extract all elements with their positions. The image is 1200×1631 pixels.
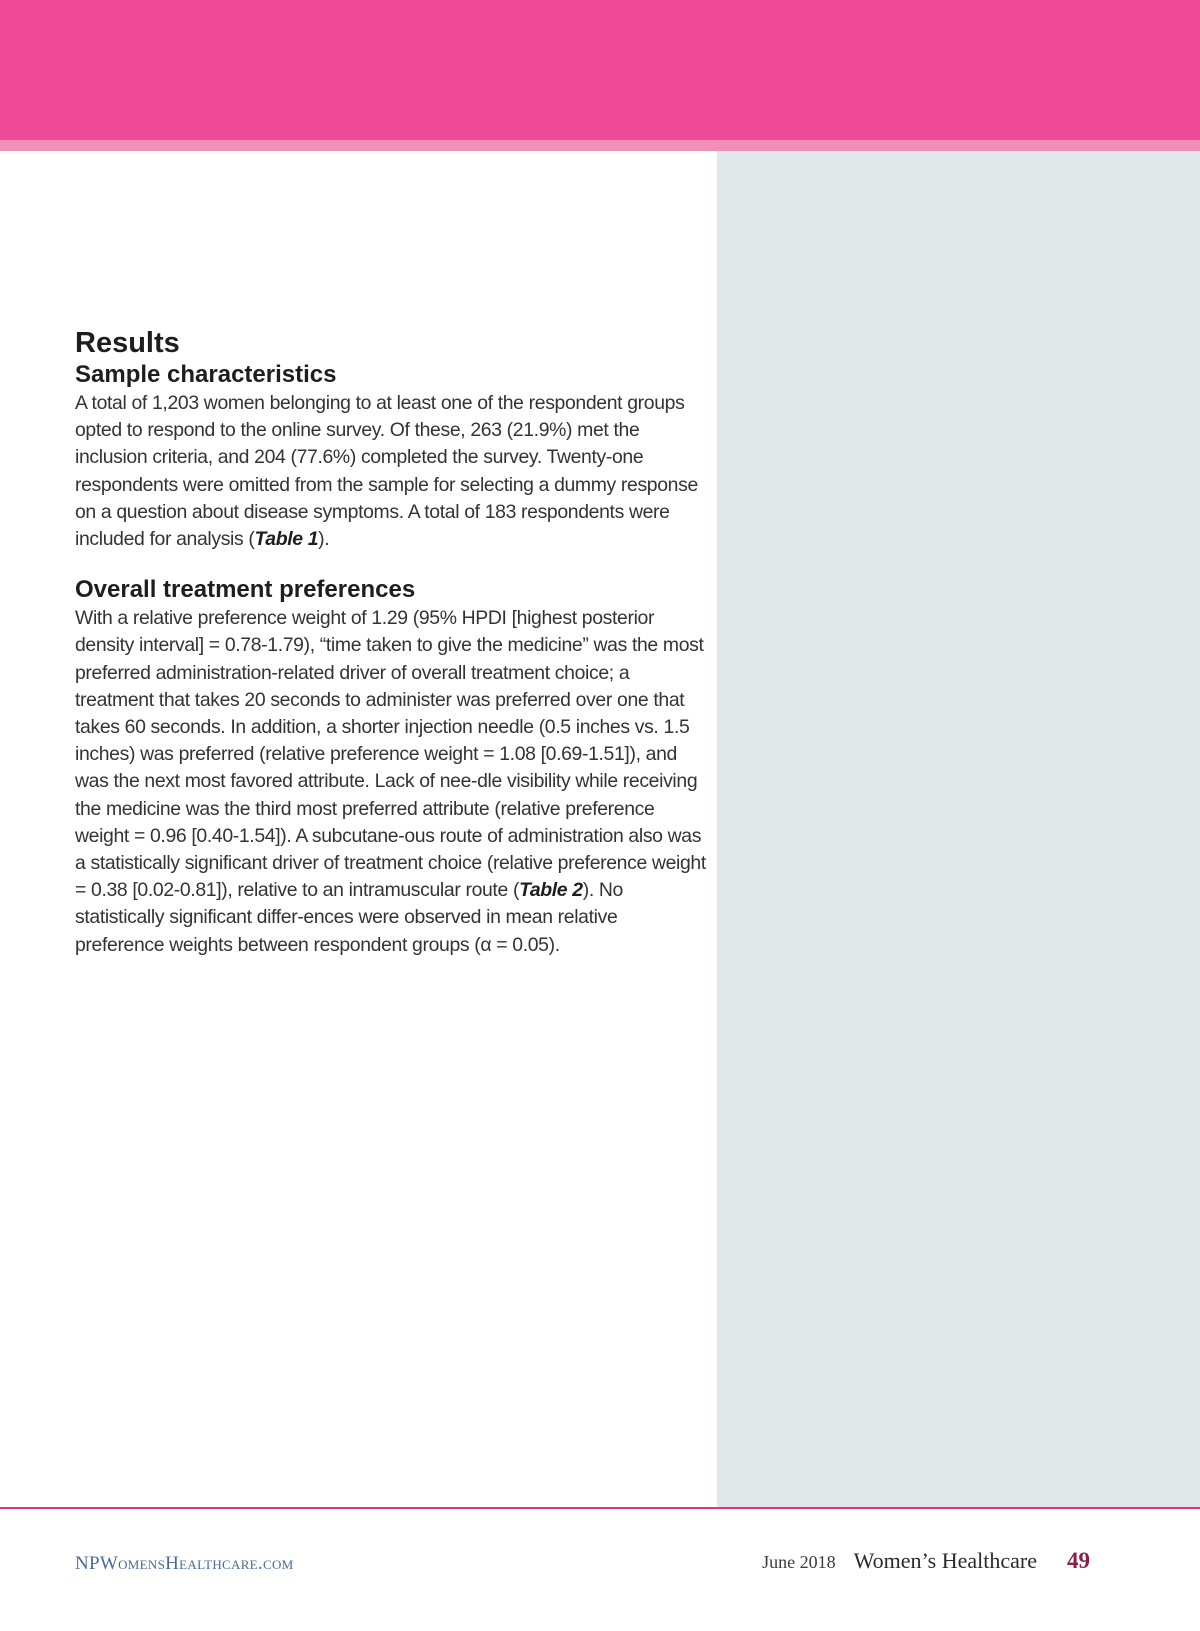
header-accent-stripe — [0, 140, 1200, 151]
sample-characteristics-paragraph — [75, 390, 707, 553]
table-reference: Table 1 — [254, 528, 319, 551]
page-number: 49 — [1067, 1548, 1090, 1573]
footer-info — [762, 1548, 1090, 1574]
paragraph-text-end: ). — [318, 528, 330, 551]
sample-characteristics-heading: Sample characteristics — [75, 361, 337, 388]
article-content — [75, 326, 707, 959]
sidebar-panel — [717, 151, 1200, 1507]
header-color-band — [0, 0, 1200, 140]
overall-treatment-preferences-heading: Overall treatment preferences — [75, 576, 416, 604]
paragraph-text-end: ). No statistically significant differ-ences were observed in mean relative preference weights between respondent groups (α = 0.05). — [75, 879, 623, 956]
paragraph-text: A total of 1,203 women belonging to at least one of the respondent groups opted to respond to the online survey. Of these, 263 (21.9%) met the inclusion criteria, and 204 (77.6%) completed the survey. Twenty-one respondents were omitted from the sample for selecting a dummy response on a question about disease symptoms. A total of 183 respondents were included for analysis ( — [75, 392, 698, 551]
footer-website: NPWomensHealthcare.com — [75, 1553, 294, 1574]
footer-date: June 2018 — [762, 1552, 836, 1572]
footer-magazine-title: Women’s Healthcare — [853, 1548, 1037, 1573]
paragraph-text: With a relative preference weight of 1.29 (95% HPDI [highest posterior density interval] = 0.78-1.79), “time taken to give the medicine” was the most preferred administration-related driver of overall treatment choice; a treatment that takes 20 seconds to administer was preferred over one that takes 60 seconds. In addition, a shorter injection needle (0.5 inches vs. 1.5 inches) was preferred (relative preference weight = 1.08 [0.69-1.51]), and was the next most favored attribute. Lack of nee-dle visibility while receiving the medicine was the third most preferred attribute (relative preference weight = 0.96 [0.40-1.54]). A subcutane-ous route of administration also was a statistically significant driver of treatment choice (relative preference weight = 0.38 [0.02-0.81]), relative to an intramuscular route ( — [75, 607, 706, 902]
results-heading: Results — [75, 327, 180, 359]
overall-treatment-preferences-paragraph — [75, 605, 707, 959]
table-reference: Table 2 — [519, 879, 583, 902]
footer-rule — [0, 1507, 1200, 1509]
